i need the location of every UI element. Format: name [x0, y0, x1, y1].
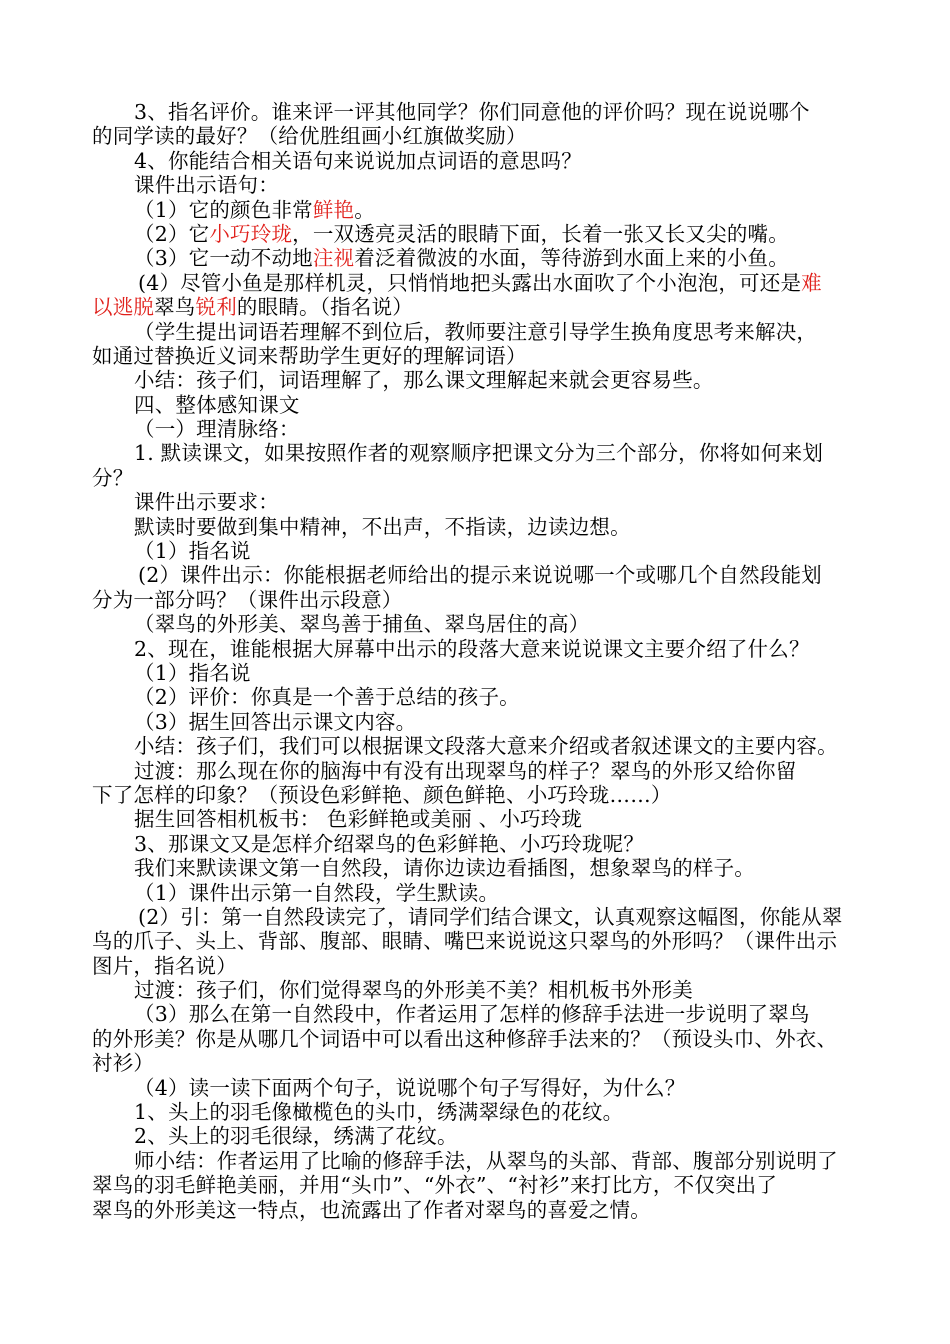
text-segment: 2、现在，谁能根据大屏幕中出示的段落大意来说说课文主要介绍了什么？ — [134, 636, 810, 661]
text-segment: 1、头上的羽毛像橄榄色的头巾，绣满翠绿色的花纹。 — [134, 1100, 624, 1125]
text-line — [92, 246, 864, 270]
highlighted-word: 鲜艳 — [312, 197, 355, 222]
text-segment: (2）引：第一自然段读完了，请同学们结合课文，认真观察这幅图，你能从翠 — [138, 904, 843, 929]
text-line — [92, 1100, 864, 1124]
text-line — [92, 393, 864, 417]
text-segment: 的眼睛。（指名说） — [236, 295, 413, 320]
text-segment: 翠鸟的外形美这一特点，也流露出了作者对翠鸟的喜爱之情。 — [92, 1197, 651, 1222]
text-segment: 课件出示要求： — [134, 490, 279, 515]
text-line — [92, 149, 864, 173]
text-line — [92, 637, 864, 661]
text-segment: 过渡：孩子们，你们觉得翠鸟的外形美不美？相机板书外形美 — [134, 978, 693, 1003]
highlighted-word: 注视 — [312, 246, 355, 271]
text-segment: （学生提出词语若理解不到位后，教师要注意引导学生换角度思考来解决， — [134, 319, 818, 344]
text-segment: (4）尽管小鱼是那样机灵，只悄悄地把头露出水面吹了个小泡泡，可还是 — [138, 270, 802, 295]
text-segment: 4、你能结合相关语句来说说加点词语的意思吗？ — [134, 148, 582, 173]
text-line — [92, 320, 864, 344]
text-segment: （翠鸟的外形美、翠鸟善于捕鱼、翠鸟居住的高） — [134, 612, 590, 637]
text-line — [92, 612, 864, 636]
text-line — [92, 441, 864, 465]
text-line — [92, 978, 864, 1002]
text-segment: 的外形美？你是从哪几个词语中可以看出这种修辞手法来的？（预设头巾、外衣、 — [92, 1026, 838, 1051]
text-line — [92, 1198, 864, 1222]
text-segment: ，一双透亮灵活的眼睛下面，长着一张又长又尖的嘴。 — [292, 221, 789, 246]
text-segment: 。 — [354, 197, 375, 222]
text-segment: 小结：孩子们，我们可以根据课文段落大意来介绍或者叙述课文的主要内容。 — [134, 734, 838, 759]
text-line — [92, 783, 864, 807]
highlighted-word: 锐利 — [195, 295, 237, 320]
text-line — [92, 685, 864, 709]
text-line — [92, 1027, 864, 1051]
text-line — [92, 1051, 864, 1075]
text-segment: （1）指名说 — [134, 539, 251, 564]
text-segment: 3、指名评价。谁来评一评其他同学？你们同意他的评价吗？现在说说哪个 — [134, 100, 810, 124]
text-line — [92, 563, 864, 587]
text-segment: （4）读一读下面两个句子，说说哪个句子写得好，为什么？ — [134, 1075, 686, 1100]
text-line — [92, 1002, 864, 1026]
text-segment: 1. 默读课文，如果按照作者的观察顺序把课文分为三个部分，你将如何来划 — [134, 441, 824, 466]
text-line — [92, 539, 864, 563]
text-segment: 鸟的爪子、头上、背部、腹部、眼睛、嘴巴来说说这只翠鸟的外形吗？（课件出示 — [92, 929, 838, 954]
text-line — [92, 661, 864, 685]
text-segment: 分为一部分吗？（课件出示段意） — [92, 587, 403, 612]
text-line — [92, 807, 864, 831]
text-segment: 着泛着微波的水面，等待游到水面上来的小鱼。 — [354, 246, 789, 271]
text-line — [92, 198, 864, 222]
text-line — [92, 1173, 864, 1197]
text-segment: （3）它一动不动地 — [134, 246, 313, 271]
text-segment: 课件出示语句： — [134, 173, 279, 198]
highlighted-word: 小巧玲珑 — [209, 221, 293, 246]
text-line — [92, 295, 864, 319]
text-segment: 我们来默读课文第一自然段，请你边读边看插图，想象翠鸟的样子。 — [134, 856, 755, 881]
text-line — [92, 271, 864, 295]
text-line — [92, 710, 864, 734]
text-line — [92, 588, 864, 612]
highlighted-word: 难 — [801, 270, 822, 295]
text-segment: （1）指名说 — [134, 660, 251, 685]
text-segment: （2）它 — [134, 221, 210, 246]
text-line — [92, 124, 864, 148]
text-segment: 默读时要做到集中精神，不出声，不指读，边读边想。 — [134, 514, 631, 539]
text-line — [92, 490, 864, 514]
text-segment: 3、那课文又是怎样介绍翠鸟的色彩鲜艳、小巧玲珑呢？ — [134, 831, 645, 856]
text-segment: （2）评价：你真是一个善于总结的孩子。 — [134, 685, 520, 710]
text-segment: 衬衫） — [92, 1051, 155, 1076]
text-segment: （1）课件出示第一自然段，学生默读。 — [134, 880, 500, 905]
text-segment: （一）理清脉络： — [134, 417, 300, 442]
text-segment: （3）据生回答出示课文内容。 — [134, 709, 417, 734]
text-segment: 据生回答相机板书： 色彩鲜艳或美丽 、小巧玲珑 — [134, 807, 583, 832]
text-segment: 分？ — [92, 465, 134, 490]
text-line — [92, 881, 864, 905]
text-line — [92, 368, 864, 392]
text-segment: 四、整体感知课文 — [134, 392, 300, 417]
text-segment: 翠鸟的羽毛鲜艳美丽，并用“头巾”、“外衣”、“衬衫”来打比方，不仅突出了 — [92, 1173, 778, 1198]
text-segment: 师小结：作者运用了比喻的修辞手法，从翠鸟的头部、背部、腹部分别说明了 — [134, 1148, 838, 1173]
text-segment: 过渡：那么现在你的脑海中有没有出现翠鸟的样子？翠鸟的外形又给你留 — [134, 758, 797, 783]
text-line — [92, 417, 864, 441]
text-segment: 如通过替换近义词来帮助学生更好的理解词语） — [92, 343, 527, 368]
text-segment: (2）课件出示：你能根据老师给出的提示来说说哪一个或哪几个自然段能划 — [138, 563, 822, 588]
text-segment: 2、头上的羽毛很绿，绣满了花纹。 — [134, 1124, 458, 1149]
text-line — [92, 954, 864, 978]
text-line — [92, 100, 864, 124]
text-line — [92, 344, 864, 368]
document-page — [92, 100, 864, 1222]
text-line — [92, 759, 864, 783]
text-segment: 小结：孩子们，词语理解了，那么课文理解起来就会更容易些。 — [134, 368, 714, 393]
text-line — [92, 173, 864, 197]
text-line — [92, 466, 864, 490]
text-line — [92, 1076, 864, 1100]
text-line — [92, 832, 864, 856]
text-segment: （1）它的颜色非常 — [134, 197, 313, 222]
highlighted-word: 以逃脱 — [92, 295, 155, 320]
text-line — [92, 734, 864, 758]
text-line — [92, 856, 864, 880]
text-line — [92, 929, 864, 953]
text-line — [92, 905, 864, 929]
text-segment: 下了怎样的印象？（预设色彩鲜艳、颜色鲜艳、小巧玲珑……） — [92, 782, 672, 807]
text-line — [92, 515, 864, 539]
text-line — [92, 1124, 864, 1148]
text-line — [92, 222, 864, 246]
text-segment: 翠鸟 — [154, 295, 196, 320]
text-segment: （3）那么在第一自然段中，作者运用了怎样的修辞手法进一步说明了翠鸟 — [134, 1002, 810, 1027]
text-segment: 图片，指名说） — [92, 953, 237, 978]
text-segment: 的同学读的最好？（给优胜组画小红旗做奖励） — [92, 124, 527, 149]
text-line — [92, 1149, 864, 1173]
